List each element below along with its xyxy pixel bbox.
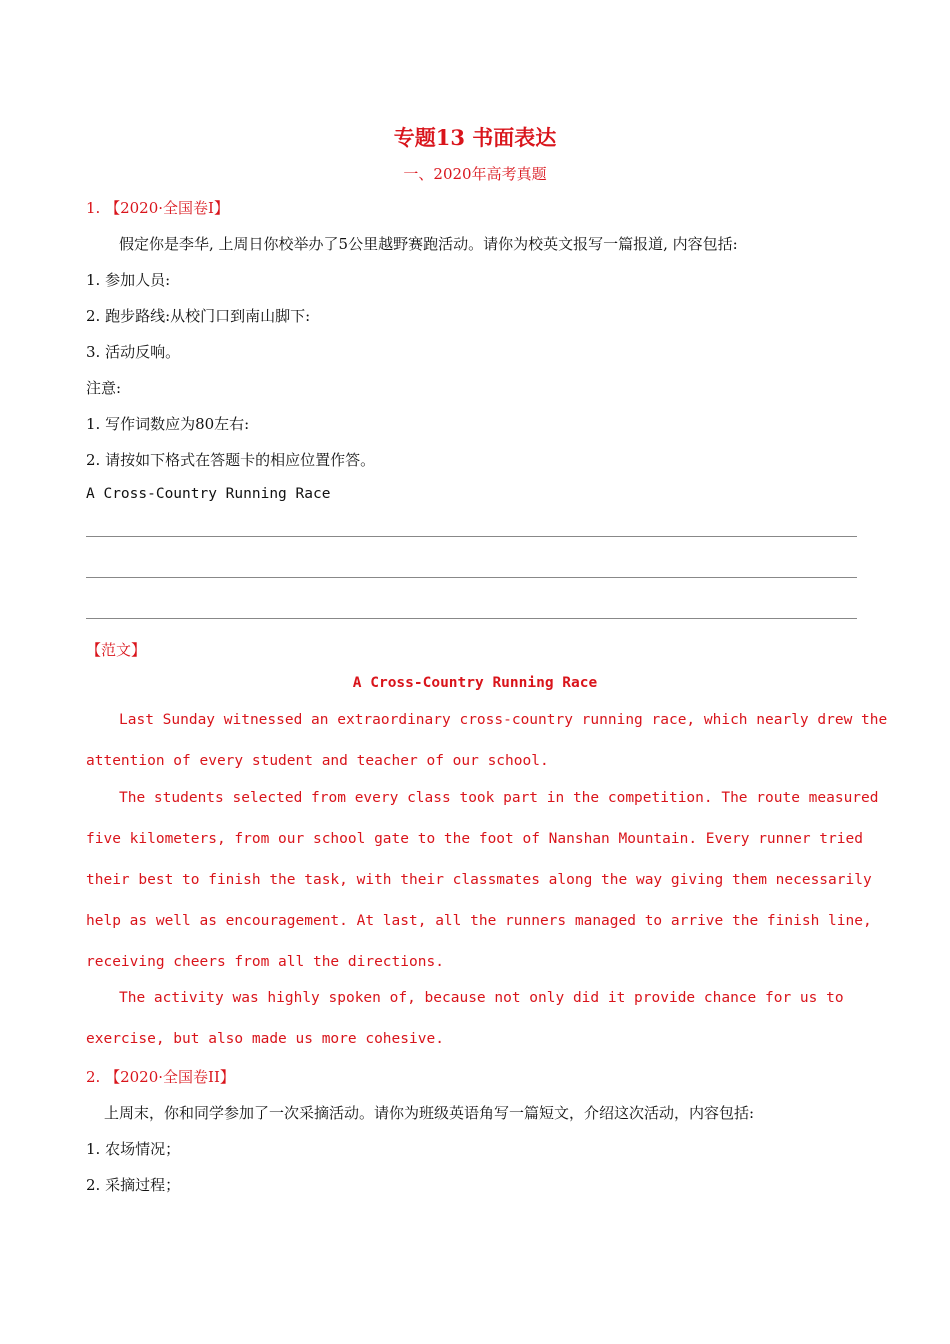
sample-label: 【范文】 [86, 641, 147, 659]
question-1-point-2: 2. 跑步路线:从校门口到南山脚下: [86, 307, 311, 325]
question-1-prompt: 假定你是李华, 上周日你校举办了5公里越野赛跑活动。请你为校英文报写一篇报道, 内容包括: [119, 235, 738, 253]
question-1-point-3: 3. 活动反响。 [86, 343, 181, 361]
question-2-point-2: 2. 采摘过程； [86, 1176, 181, 1194]
question-2-point-1: 1. 农场情况； [86, 1140, 181, 1158]
sample-line: their best to finish the task, with their classmates along the way giving them necessarily [86, 872, 872, 888]
sample-line: exercise, but also made us more cohesive. [86, 1031, 444, 1047]
note-1: 1. 写作词数应为80左右: [86, 415, 250, 433]
question-2-label: 2. 【2020·全国卷II】 [86, 1068, 235, 1086]
sample-line: The activity was highly spoken of, because not only did it provide chance for us to [119, 990, 844, 1006]
answer-line-1 [86, 536, 857, 537]
sample-line: Last Sunday witnessed an extraordinary cross-country running race, which nearly drew the [119, 712, 888, 728]
answer-line-2 [86, 577, 857, 578]
sample-line: five kilometers, from our school gate to the foot of Nanshan Mountain. Every runner tried [86, 831, 863, 847]
section-subtitle: 一、2020年高考真题 [403, 165, 547, 183]
note-label: 注意: [86, 379, 122, 397]
answer-line-3 [86, 618, 857, 619]
format-title: A Cross-Country Running Race [86, 486, 331, 502]
question-1-point-1: 1. 参加人员: [86, 271, 171, 289]
note-2: 2. 请按如下格式在答题卡的相应位置作答。 [86, 451, 376, 469]
question-1-label: 1. 【2020·全国卷I】 [86, 199, 229, 217]
sample-line: attention of every student and teacher of our school. [86, 753, 549, 769]
sample-line: The students selected from every class took part in the competition. The route measured [119, 790, 879, 806]
question-2-prompt: 上周末，你和同学参加了一次采摘活动。请你为班级英语角写一篇短文，介绍这次活动，内容包括: [104, 1104, 755, 1122]
sample-line: receiving cheers from all the directions. [86, 954, 444, 970]
page-title: 专题13 书面表达 [393, 125, 557, 150]
sample-line: help as well as encouragement. At last, all the runners managed to arrive the finish line, [86, 913, 872, 929]
sample-title: A Cross-Country Running Race [352, 675, 598, 691]
